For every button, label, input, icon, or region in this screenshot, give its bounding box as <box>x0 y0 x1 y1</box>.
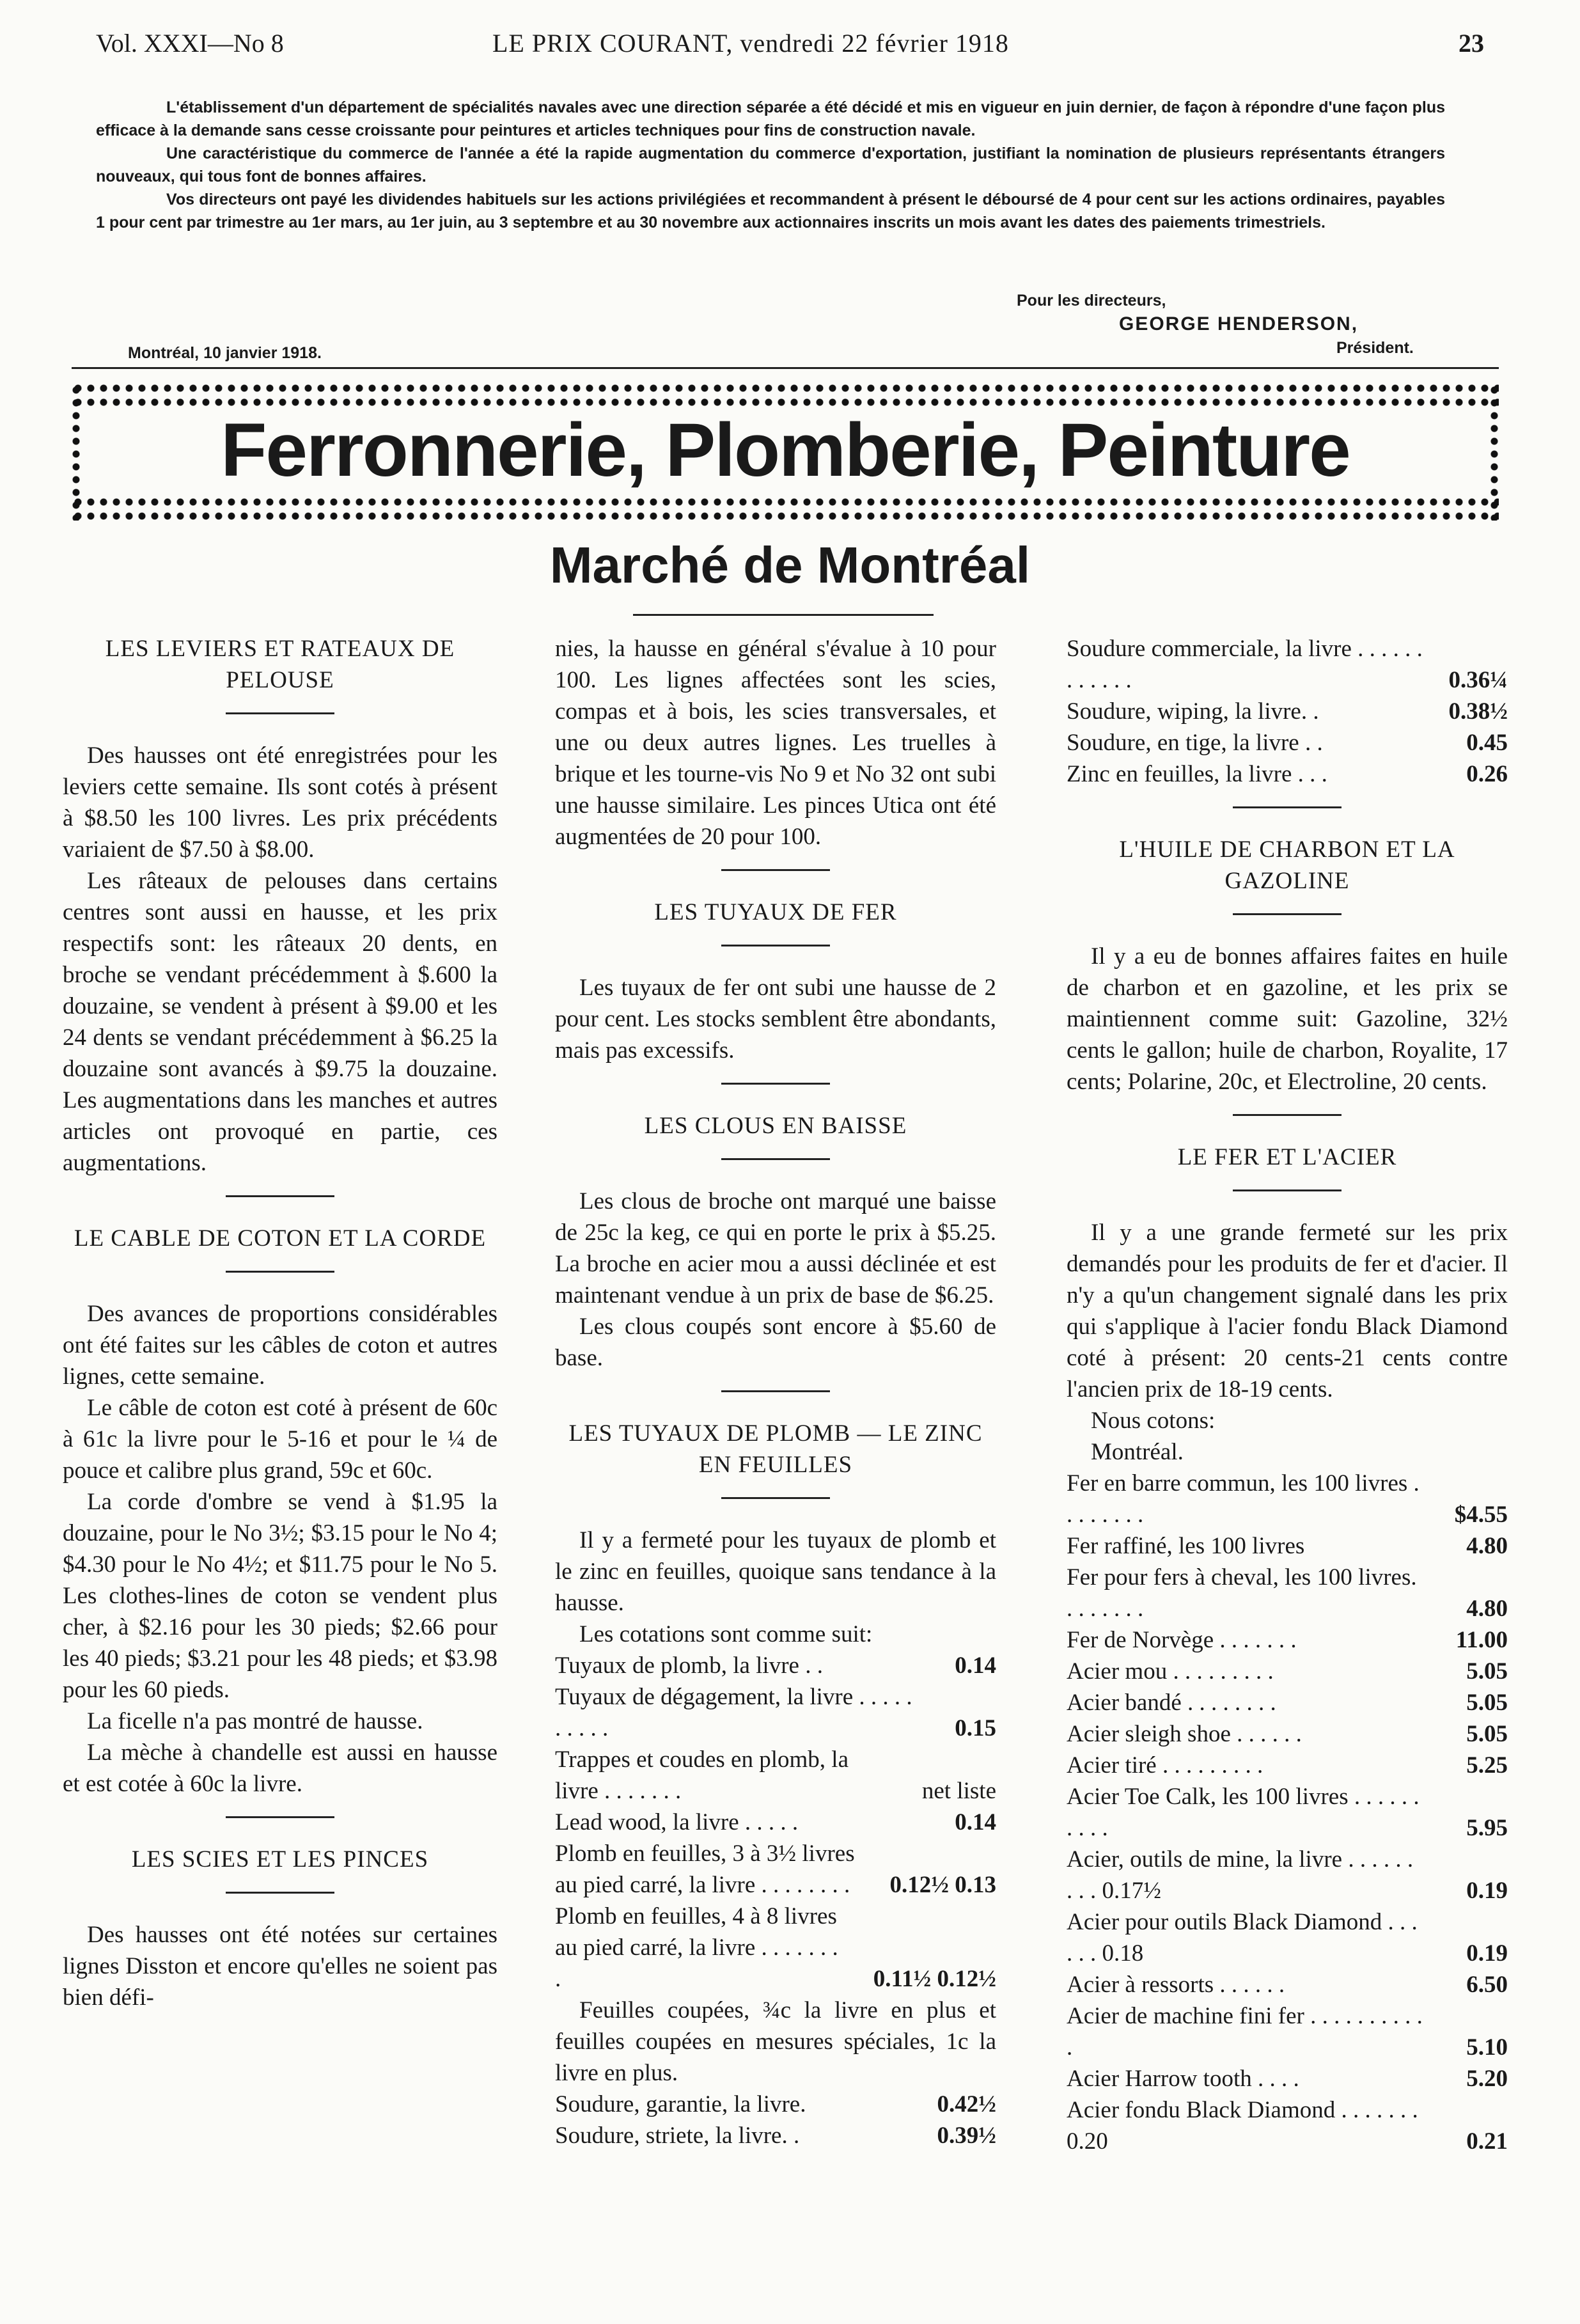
article-paragraph: Feuilles coupées, ¾c la livre en plus et feuilles coupées en mesures spéciales, 1c la livre en plus. <box>555 1997 996 2086</box>
price-item: Acier, outils de mine, la livre . . . . . . . . . 0.17½ <box>1067 1846 1414 1904</box>
dotted-border-bottom-inner <box>72 498 1499 506</box>
divider <box>721 1390 830 1392</box>
price-value: 0.39½ <box>937 2123 996 2149</box>
running-header <box>96 28 1484 73</box>
price-value: 0.42½ <box>937 2091 996 2117</box>
price-value: 11.00 <box>1455 1627 1508 1653</box>
section-subtitle: Marché de Montréal <box>549 537 1031 593</box>
notice-pour: Pour les directeurs, <box>1017 292 1166 310</box>
price-row <box>555 2089 996 2120</box>
price-row <box>555 2120 996 2151</box>
article-heading: LES CLOUS EN BAISSE <box>644 1113 907 1139</box>
price-value: 0.11½ 0.12½ <box>873 1966 996 1992</box>
section-banner <box>72 384 1499 521</box>
price-item: Soudure, striete, la livre. . <box>555 2123 800 2149</box>
divider <box>721 945 830 946</box>
price-value: 0.19 <box>1466 1878 1508 1904</box>
price-item: Soudure, en tige, la livre . . <box>1067 730 1323 756</box>
price-list <box>1067 1468 1508 2157</box>
price-row <box>555 1807 996 1838</box>
divider <box>721 1158 830 1160</box>
price-value: net liste <box>921 1778 996 1804</box>
divider <box>721 1497 830 1499</box>
price-row <box>1067 2094 1508 2157</box>
price-value: 0.45 <box>1466 730 1508 756</box>
price-row <box>1067 1750 1508 1781</box>
article-paragraph: Les cotations sont comme suit: <box>579 1621 873 1647</box>
price-row <box>1067 1969 1508 2000</box>
price-value: 5.95 <box>1466 1815 1508 1841</box>
price-value: 5.20 <box>1466 2066 1508 2092</box>
price-value: 6.50 <box>1466 1972 1508 1998</box>
price-item: Trappes et coudes en plomb, la livre . . . . . . . <box>555 1747 849 1804</box>
price-value: 5.05 <box>1466 1721 1508 1747</box>
price-row <box>1067 1624 1508 1656</box>
article-paragraph: Les tuyaux de fer ont subi une hausse de 2 pour cent. Les stocks semblent être abondants, mais pas excessifs. <box>555 975 996 1064</box>
price-item: Acier Toe Calk, les 100 livres . . . . . . . . . . <box>1067 1784 1420 1841</box>
price-row <box>1067 1468 1508 1530</box>
price-item: Acier Harrow tooth . . . . <box>1067 2066 1299 2092</box>
price-value: 0.19 <box>1466 1940 1508 1967</box>
price-row <box>1067 1687 1508 1718</box>
price-row <box>1067 633 1508 696</box>
article-heading: L'HUILE DE CHARBON ET LA GAZOLINE <box>1119 836 1455 894</box>
price-row <box>1067 2063 1508 2094</box>
price-row <box>555 1650 996 1681</box>
notice-signatory: GEORGE HENDERSON, <box>1119 313 1359 334</box>
price-row <box>1067 1656 1508 1687</box>
article-paragraph: La corde d'ombre se vend à $1.95 la douzaine, pour le No 3½; $3.15 pour le No 4; $4.30 pour le No 4½; et $11.75 pour le No 5. Les clothes-lines de coton se vendent plus cher, à $2.16 pour les 30 pieds; $2.66 pour les 40 pieds; $3.21 pour les 48 pieds; et $3.98 pour les 60 pieds. <box>63 1489 497 1703</box>
article-heading: LES TUYAUX DE PLOMB — LE ZINC EN FEUILLES <box>568 1420 983 1478</box>
article-paragraph: Il y a une grande fermeté sur les prix demandés pour les produits de fer et d'acier. Il n'y a qu'un changement signalé dans les prix qui s'applique à l'acier fondu Black Diamond coté à présent: 20 cents-21 cents contre l'ancien prix de 18-19 cents. <box>1067 1220 1508 1402</box>
price-item: Lead wood, la livre . . . . . <box>555 1809 799 1835</box>
article-heading: LES SCIES ET LES PINCES <box>131 1846 429 1873</box>
article-paragraph: nies, la hausse en général s'évalue à 10 pour 100. Les lignes affectées sont les scies, compas et à bois, les scies transversales, et une ou deux autres lignes. Les truelles à brique et les tourne-vis No 9 et No 32 ont subi une hausse similaire. Les pinces Utica ont été augmentées de 20 pour 100. <box>555 636 996 850</box>
dotted-border-top-inner <box>72 398 1499 407</box>
divider <box>1233 1189 1341 1191</box>
price-value: 4.80 <box>1466 1596 1508 1622</box>
price-item: Soudure, wiping, la livre. . <box>1067 698 1319 725</box>
price-row <box>1067 1530 1508 1562</box>
price-row <box>555 1744 996 1807</box>
price-value: $4.55 <box>1454 1502 1508 1528</box>
notice-paragraph: L'établissement d'un département de spécialités navales avec une direction séparée a été décidé et mis en vigueur en juin dernier, de façon à répondre d'une façon plus efficace à la demande sans cesse croissante pour peintures et articles techniques pour fins de construction navale. <box>96 98 1445 139</box>
notice-paragraph: Vos directeurs ont payé les dividendes habituels sur les actions privilégiées et recommandent à présent le déboursé de 4 pour cent sur les actions ordinaires, payables 1 pour cent par trimestre au 1er mars, au 1er juin, au 3 septembre et au 30 novembre aux actionnaires inscrits un mois avant les dates des paiements trimestriels. <box>96 191 1445 232</box>
notice-paragraph: Une caractéristique du commerce de l'année a été la rapide augmentation du commerce d'exportation, justifiant la nomination de plusieurs représentants étrangers nouveaux, qui tous font de bonnes affaires. <box>96 145 1445 185</box>
divider <box>721 1083 830 1085</box>
notice-role: Président. <box>1336 339 1414 357</box>
article-paragraph: Des hausses ont été notées sur certaines lignes Disston et encore qu'elles ne soient pas bien défi- <box>63 1922 497 2011</box>
dotted-border-bottom <box>72 512 1499 521</box>
column-right <box>1067 633 1508 2157</box>
price-list <box>555 1650 996 1995</box>
page-number: 23 <box>1459 29 1484 58</box>
price-item: Acier à ressorts . . . . . . <box>1067 1972 1285 1998</box>
divider <box>1233 1114 1341 1116</box>
price-item: Zinc en feuilles, la livre . . . <box>1067 761 1327 787</box>
article-paragraph: Les clous de broche ont marqué une baisse de 25c la keg, ce qui en porte le prix à $5.25. La broche en acier mou a aussi déclinée et est maintenant vendue à un prix de base de $6.25. <box>555 1188 996 1308</box>
article-heading: LE CABLE DE COTON ET LA CORDE <box>74 1225 487 1252</box>
divider <box>226 1816 334 1818</box>
price-row <box>1067 727 1508 758</box>
price-item: Acier pour outils Black Diamond . . . . . . 0.18 <box>1067 1909 1418 1967</box>
price-value: 0.14 <box>955 1653 996 1679</box>
price-item: Soudure, garantie, la livre. <box>555 2091 806 2117</box>
price-value: 5.25 <box>1466 1752 1508 1778</box>
divider <box>72 367 1499 369</box>
price-item: Acier mou . . . . . . . . . <box>1067 1658 1274 1684</box>
article-heading: LE FER ET L'ACIER <box>1177 1144 1397 1170</box>
article-paragraph: Il y a eu de bonnes affaires faites en huile de charbon et en gazoline, et les prix se maintiennent comme suit: Gazoline, 32½ cents le gallon; huile de charbon, Royalite, 17 cents; Polarine, 20c, et Electroline, 20 cents. <box>1067 943 1508 1095</box>
article-paragraph: Des hausses ont été enregistrées pour les leviers cette semaine. Ils sont cotés à présent à $8.50 les 100 livres. Les prix précédents variaient de $7.50 à $8.00. <box>63 742 497 863</box>
price-value: 0.26 <box>1466 761 1508 787</box>
price-item: Tuyaux de plomb, la livre . . <box>555 1653 823 1679</box>
price-item: Tuyaux de dégagement, la livre . . . . . . . . . . <box>555 1684 912 1741</box>
divider <box>226 1195 334 1197</box>
divider <box>226 1271 334 1273</box>
price-value: 0.14 <box>955 1809 996 1835</box>
notice-place-date: Montréal, 10 janvier 1918. <box>128 344 322 362</box>
column-left <box>63 633 497 2013</box>
journal-title-date: LE PRIX COURANT, vendredi 22 février 1918 <box>492 29 1009 58</box>
section-title: Ferronnerie, Plomberie, Peinture <box>221 408 1350 492</box>
price-row <box>555 1838 996 1901</box>
article-paragraph: Le câble de coton est coté à présent de 60c à 61c la livre pour le 5-16 et pour le ¼ de pouce et calibre plus grand, 59c et 60c. <box>63 1395 497 1484</box>
company-notice <box>96 96 1445 234</box>
price-item: Acier bandé . . . . . . . . <box>1067 1690 1276 1716</box>
price-item: Acier sleigh shoe . . . . . . <box>1067 1721 1302 1747</box>
price-row <box>1067 696 1508 727</box>
article-heading: LES LEVIERS ET RATEAUX DE PELOUSE <box>105 636 455 693</box>
divider <box>1233 806 1341 808</box>
price-value: 5.05 <box>1466 1690 1508 1716</box>
price-item: Acier de machine fini fer . . . . . . . . . . . <box>1067 2003 1423 2061</box>
price-row <box>1067 1906 1508 1969</box>
price-value: 5.10 <box>1466 2034 1508 2061</box>
article-paragraph: La mèche à chandelle est aussi en hausse et est cotée à 60c la livre. <box>63 1739 497 1797</box>
price-value: 0.36¼ <box>1448 667 1508 693</box>
price-row <box>1067 1562 1508 1624</box>
quote-place: Montréal. <box>1091 1439 1184 1465</box>
price-item: Fer de Norvège . . . . . . . <box>1067 1627 1297 1653</box>
price-row <box>1067 1844 1508 1906</box>
divider <box>226 1892 334 1894</box>
divider <box>1233 913 1341 915</box>
article-paragraph: Il y a fermeté pour les tuyaux de plomb et le zinc en feuilles, quoique sans tendance à la hausse. <box>555 1527 996 1616</box>
price-row <box>555 1901 996 1995</box>
dotted-border-top <box>72 384 1499 393</box>
price-row <box>555 1681 996 1744</box>
article-paragraph: Les clous coupés sont encore à $5.60 de base. <box>555 1314 996 1371</box>
quote-intro: Nous cotons: <box>1091 1408 1216 1434</box>
price-row <box>1067 1781 1508 1844</box>
column-middle <box>555 633 996 2151</box>
price-value: 4.80 <box>1466 1533 1508 1559</box>
price-item: Fer raffiné, les 100 livres <box>1067 1533 1305 1559</box>
divider <box>633 614 934 616</box>
price-value: 0.21 <box>1466 2128 1508 2155</box>
divider <box>226 712 334 714</box>
volume-number: Vol. XXXI—No 8 <box>96 29 284 58</box>
price-item: Acier fondu Black Diamond . . . . . . . 0.20 <box>1067 2097 1418 2155</box>
article-paragraph: Les râteaux de pelouses dans certains centres sont aussi en hausse, et les prix respectifs sont: les râteaux 20 dents, en broche se vendant précédemment à $.600 la douzaine, se vendent à présent à $9.00 et les 24 dents se vendant précédemment à $6.25 la douzaine sont avancés à $9.75 la douzaine. Les augmentations dans les manches et autres articles ont provoqué en partie, ces augmentations. <box>63 868 497 1176</box>
price-item: Plomb en feuilles, 3 à 3½ livres au pied carré, la livre . . . . . . . . <box>555 1841 855 1898</box>
price-value: 0.15 <box>955 1715 996 1741</box>
article-heading: LES TUYAUX DE FER <box>654 899 897 925</box>
price-value: 0.12½ 0.13 <box>889 1872 996 1898</box>
price-value: 5.05 <box>1466 1658 1508 1684</box>
price-item: Fer en barre commun, les 100 livres . . . . . . . . <box>1067 1470 1420 1528</box>
article-paragraph: La ficelle n'a pas montré de hausse. <box>87 1708 423 1734</box>
price-row <box>1067 1718 1508 1750</box>
divider <box>721 869 830 871</box>
price-item: Soudure commerciale, la livre . . . . . . . . . . . . <box>1067 636 1423 693</box>
price-item: Fer pour fers à cheval, les 100 livres. . . . . . . . <box>1067 1564 1417 1622</box>
article-paragraph: Des avances de proportions considérables ont été faites sur les câbles de coton et autres lignes, cette semaine. <box>63 1301 497 1390</box>
price-row <box>1067 2000 1508 2063</box>
price-row <box>1067 758 1508 790</box>
price-value: 0.38½ <box>1448 698 1508 725</box>
price-item: Plomb en feuilles, 4 à 8 livres au pied carré, la livre . . . . . . . . <box>555 1903 838 1992</box>
price-item: Acier tiré . . . . . . . . . <box>1067 1752 1263 1778</box>
